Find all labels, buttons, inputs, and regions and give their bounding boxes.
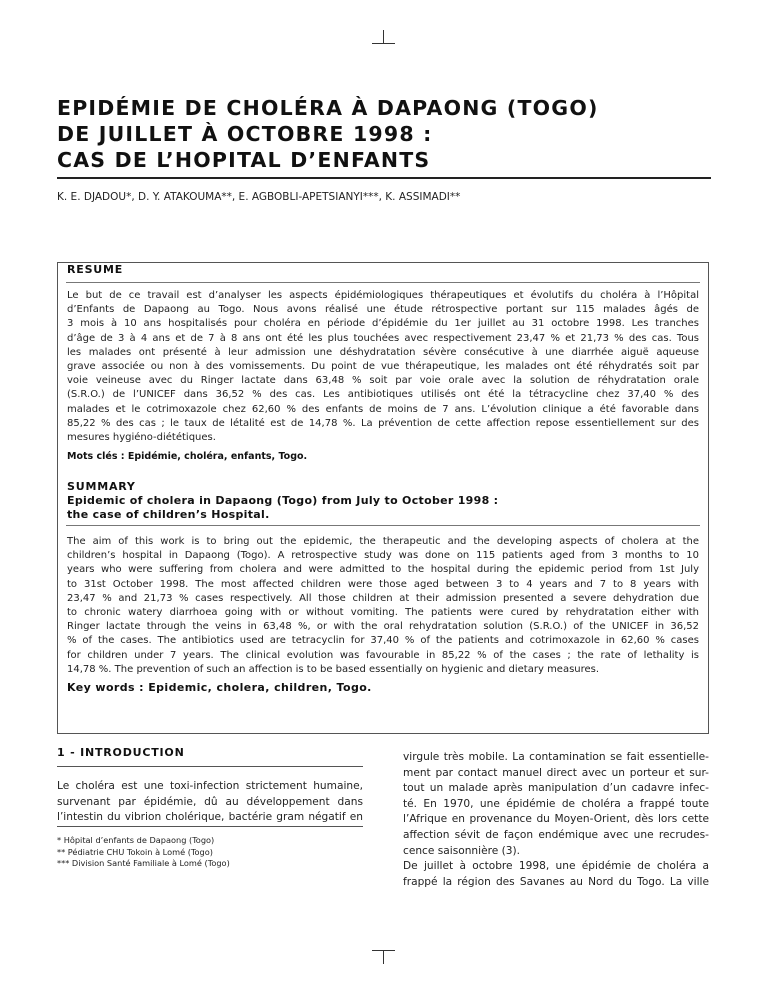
resume-line: Le but de ce travail est d’analyser les aspects épidémiologiques thérapeutiques et évolutifs du choléra à l’Hôpital <box>67 290 699 301</box>
summary-divider <box>66 525 700 526</box>
body-line: affection sévit de façon endémique avec une recrudes- <box>403 828 709 841</box>
summary-subtitle <box>67 494 498 522</box>
summary-line: 14,78 %. The prevention of such an affection is to be based essentially on hygienic and dietary measures. <box>67 663 600 675</box>
body-line: cence saisonnière (3). <box>403 844 520 857</box>
summary-line: Ringer lactate through the veins in 63,48 %, or with the oral rehydratation solution (S.R.O.) of the UNICEF in 36,52 <box>67 621 699 633</box>
summary-line: The aim of this work is to bring out the epidemic, the therapeutic and the developing aspects of cholera at the <box>67 536 699 547</box>
introduction-text-left <box>57 779 363 826</box>
article-title <box>57 95 717 173</box>
title-divider <box>57 177 711 179</box>
footnote-line: * Hôpital d’enfants de Dapaong (Togo) <box>57 835 215 845</box>
summary-line: % of the cases. The antibiotics used are tetracyclin for 37,40 % of the patients and cotrimoxazole in 62,60 % cases <box>67 635 699 647</box>
summary-line: to 31st October 1998. The most affected children were those aged between 3 to 4 years and 7 to 8 years with <box>67 578 699 590</box>
crop-mark-top <box>383 30 384 44</box>
resume-line: 3 mois à 10 ans hospitalisés pour choléra en période d’épidémie du 1er juillet au 31 octobre 1998. Les tranches <box>67 318 699 330</box>
summary-line: 23,47 % and 21,73 % cases respectively. All those children at their admission presented a severe dehydration due <box>67 592 699 604</box>
introduction-text-right <box>403 750 709 890</box>
summary-subtitle-line: Epidemic of cholera in Dapaong (Togo) from July to October 1998 : <box>67 494 499 507</box>
body-line: l’Afrique en provenance du Moyen-Orient, dès lors cette <box>403 813 709 826</box>
resume-line: d’âge de 3 à 4 ans et de 7 à 8 ans ont été les plus touchées avec respectivement 23,47 % et 21,73 % des cas. Tous <box>67 332 699 344</box>
body-line: survenant par épidémie, dû au développement dans <box>57 795 363 808</box>
author-list: K. E. DJADOU*, D. Y. ATAKOUMA**, E. AGBOBLI-APETSIANYI***, K. ASSIMADI** <box>57 191 461 203</box>
summary-text <box>67 535 699 677</box>
introduction-heading: 1 - INTRODUCTION <box>57 746 185 759</box>
summary-subtitle-line: the case of children’s Hospital. <box>67 508 270 521</box>
crop-mark-top-bar <box>372 43 395 44</box>
summary-line: years who were suffering from cholera and were admitted to the hospital during the epidemic period from 1st July <box>67 564 699 576</box>
resume-line: d’Enfants de Dapaong au Togo. Nous avons réalisé une étude rétrospective portant sur 115 malades âgés de <box>67 304 699 316</box>
abstract-box <box>57 262 709 734</box>
summary-heading: SUMMARY <box>67 480 136 493</box>
resume-divider <box>66 282 700 283</box>
footnote-line: ** Pédiatrie CHU Tokoin à Lomé (Togo) <box>57 846 213 857</box>
title-line: EPIDÉMIE DE CHOLÉRA À DAPAONG (TOGO) <box>57 96 599 120</box>
resume-line: les malades ont présenté à leur admission une déshydratation sévère consécutive à une diarrhée aiguë aqueuse <box>67 346 699 358</box>
title-line: DE JUILLET À OCTOBRE 1998 : <box>57 122 433 146</box>
introduction-divider <box>57 766 363 767</box>
body-line: l’intestin du vibrion cholérique, bactérie gram négatif en <box>57 811 363 824</box>
resume-text <box>67 289 699 445</box>
resume-line: (S.R.O.) de l’UNICEF dans 36,52 % des cas. Les antibiotiques utilisés ont été la tétracycline chez 37,40 % des <box>67 389 699 401</box>
body-line: ment par contact manuel direct avec un porteur et sur- <box>403 766 709 779</box>
body-line: tout un malade après manipulation d’un cadavre infec- <box>403 782 709 795</box>
resume-line: malades et le cotrimoxazole chez 62,60 % des enfants de moins de 7 ans. L’évolution clinique a été favorable dans <box>67 403 699 415</box>
affiliations-footnote <box>57 826 363 870</box>
resume-line: 85,22 % des cas ; le taux de létalité est de 14,78 %. La prévention de cette affection repose essentiellement sur des <box>67 417 699 429</box>
body-line: Le choléra est une toxi-infection strictement humaine, <box>57 780 363 792</box>
resume-heading: RESUME <box>67 263 124 276</box>
resume-keywords: Mots clés : Epidémie, choléra, enfants, Togo. <box>67 451 308 462</box>
body-line: frappé la région des Savanes au Nord du Togo. La ville <box>403 875 709 888</box>
resume-line: grave associée ou non à des vomissements. Du point de vue thérapeutique, les malades ont été réhydratés soit par <box>67 361 699 373</box>
resume-line: voie veineuse avec du Ringer lactate dans 63,48 % soit par voie orale avec la solution de réhydratation orale <box>67 375 699 387</box>
body-line: virgule très mobile. La contamination se fait essentielle- <box>403 751 709 763</box>
body-line: De juillet à octobre 1998, une épidémie de choléra a <box>403 860 709 873</box>
summary-keywords: Key words : Epidemic, cholera, children, Togo. <box>67 681 372 694</box>
title-line: CAS DE L’HOPITAL D’ENFANTS <box>57 148 431 172</box>
body-line: té. En 1970, une épidémie de choléra a frappé toute <box>403 797 709 810</box>
resume-line: mesures hygiéno-diététiques. <box>67 432 216 444</box>
crop-mark-bottom <box>383 950 384 964</box>
summary-line: for children under 7 years. The clinical evolution was favourable in 85,22 % of the cases ; the rate of lethality is <box>67 649 699 661</box>
footnote-line: *** Division Santé Familiale à Lomé (Togo) <box>57 858 230 868</box>
summary-line: children’s hospital in Dapaong (Togo). A retrospective study was done on 115 patients aged from 3 months to 10 <box>67 550 699 562</box>
summary-line: to chronic watery diarrhoea going with or without vomiting. The patients were cured by rehydratation either with <box>67 607 699 619</box>
